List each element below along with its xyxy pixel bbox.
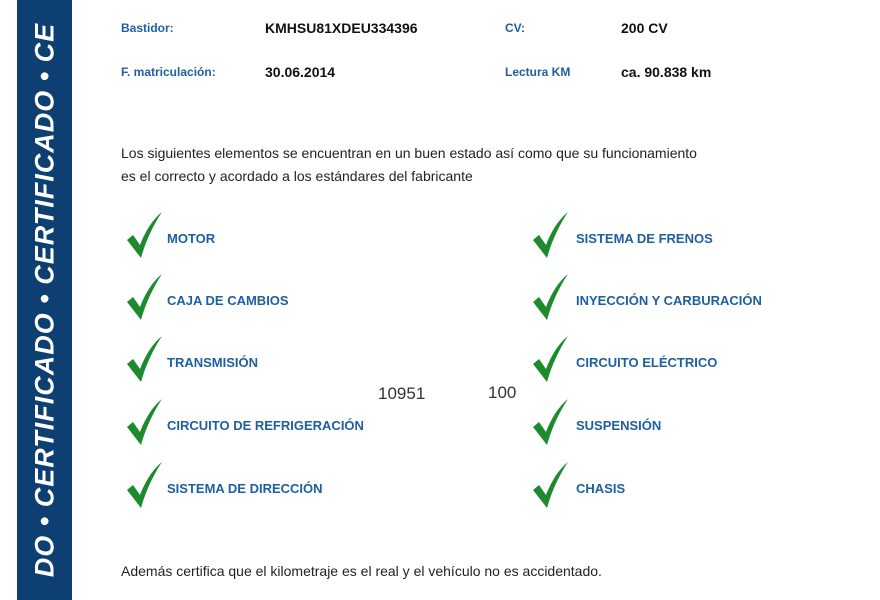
check-item (124, 216, 464, 256)
check-item-label: CHASIS (576, 481, 626, 496)
check-icon (124, 462, 164, 510)
check-item-label: MOTOR (167, 231, 216, 246)
matriculacion-label: F. matriculación: (121, 65, 216, 79)
check-item-label: TRANSMISIÓN (167, 355, 258, 370)
check-item-label: SUSPENSIÓN (576, 418, 662, 433)
check-icon (124, 212, 164, 260)
km-value: ca. 90.838 km (621, 64, 712, 80)
check-item-label: SISTEMA DE DIRECCIÓN (167, 481, 323, 496)
check-icon (530, 274, 570, 322)
check-item (124, 466, 464, 506)
check-item-label: CIRCUITO ELÉCTRICO (576, 355, 718, 370)
cv-value: 200 CV (621, 20, 668, 36)
intro-line-2: es el correcto y acordado a los estándares del fabricante (121, 168, 473, 184)
stray-number-right: 100 (488, 383, 517, 402)
intro-paragraph (121, 142, 697, 188)
matriculacion-value: 30.06.2014 (265, 64, 336, 80)
cv-label: CV: (505, 21, 526, 35)
check-item (530, 340, 870, 380)
check-item (530, 216, 870, 256)
certificado-sidebar (17, 0, 72, 600)
check-icon (530, 212, 570, 260)
footer-statement: Además certifica que el kilometraje es el real y el vehículo no es accidentado. (121, 563, 602, 579)
check-item-label: INYECCIÓN Y CARBURACIÓN (576, 293, 762, 308)
intro-line-1: Los siguientes elementos se encuentran en un buen estado así como que su funcionamiento (121, 145, 697, 161)
stray-number-left: 10951 (378, 384, 426, 403)
check-icon (530, 336, 570, 384)
check-item (530, 278, 870, 318)
check-item (124, 403, 464, 443)
check-item-label: CAJA DE CAMBIOS (167, 293, 289, 308)
sidebar-text: DO • CERTIFICADO • CERTIFICADO • CE (29, 22, 59, 578)
check-item-label: SISTEMA DE FRENOS (576, 231, 713, 246)
bastidor-value: KMHSU81XDEU334396 (265, 20, 418, 36)
check-item (124, 340, 464, 380)
check-item (530, 466, 870, 506)
check-item (124, 278, 464, 318)
check-icon (124, 399, 164, 447)
check-item (530, 403, 870, 443)
bastidor-label: Bastidor: (121, 21, 174, 35)
km-label: Lectura KM (505, 65, 571, 79)
check-icon (530, 399, 570, 447)
check-icon (124, 274, 164, 322)
check-icon (530, 462, 570, 510)
check-icon (124, 336, 164, 384)
check-item-label: CIRCUITO DE REFRIGERACIÓN (167, 418, 364, 433)
